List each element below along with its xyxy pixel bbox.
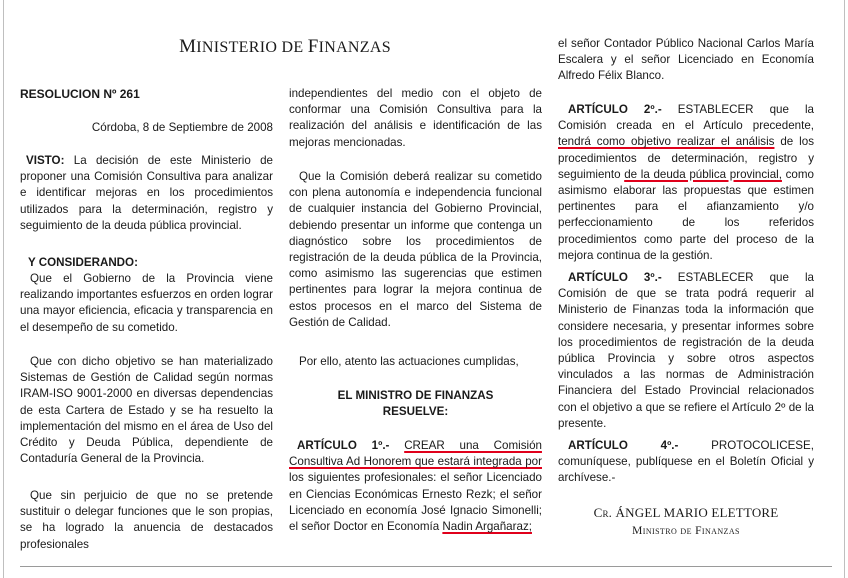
visto-paragraph: [20, 153, 273, 234]
article-4-label: ARTÍCULO 4º.-: [568, 439, 679, 452]
signature-role: Ministro de Finanzas: [632, 525, 740, 537]
article-1-underlined: CREAR una Comisión Consultiva Ad Honorem que estará integrada por: [289, 439, 542, 469]
article-3-text: ESTABLECER que la Comisión de que se trata podrá requerir al Ministerio de Finanzas toda la información que considere necesaria, y presentar informes sobre los procedimientos de registración de la deuda pública Provincia y sobre otros aspectos vinculados a las normas de Administración Financiera del Estado Provincial relacionados con el objetivo a que se refiere el Artículo 2º de la presente.: [558, 271, 814, 430]
left-border: [3, 0, 4, 578]
minister-heading: EL MINISTRO DE FINANZAS: [337, 389, 494, 402]
right-border: [844, 0, 845, 578]
article-2: [558, 102, 814, 264]
paragraph-comision: Que la Comisión deberá realizar su cometido con plena autonomía e independencia funcional de cualquier instancia del Gobierno Provincial, debiendo presentar un informe que contenga un diagnóstico sobre los procedimientos de registración de la deuda pública de la Provincia, como asimismo las sugerencias que estimen pertinentes para lograr la mejora continua de estos procesos en el marco del Sistema de Gestión de Calidad.: [289, 170, 542, 329]
paragraph-iram: Que con dicho objetivo se han materializado Sistemas de Gestión de Calidad según normas IRAM-ISO 9001-2000 en diversas dependencias de esta Cartera de Estado y se ha resuelto la implementación del mismo en el área de Uso del Crédito y Deuda Pública, dependiente de Contaduría General de la Provincia.: [20, 355, 273, 466]
article-2-underlined-1: tendrá como objetivo realizar el análisis: [558, 135, 775, 149]
article-2-underlined-2: de la deuda pública provincial,: [624, 167, 782, 181]
place-date: Córdoba, 8 de Septiembre de 2008: [91, 121, 273, 134]
article-1-text: los siguientes profesionales: el señor Licenciado en Ciencias Económicas Ernesto Rezk; el señor Licenciado en economía José Ignacio Simonelli; el señor Doctor en Economía: [289, 471, 542, 534]
resuelve-heading: RESUELVE:: [382, 405, 449, 418]
article-2-text-a: ESTABLECER que la Comisión creada en el Artículo precedente,: [558, 103, 814, 133]
visto-text: La decisión de este Ministerio de proponer una Comisión Consultiva para analizar e identificar mejoras en los procedimientos utilizados para la determinación, registro y seguimiento de la deuda pública provincial.: [20, 154, 273, 232]
article-3-label: ARTÍCULO 3º.-: [568, 271, 662, 284]
article-2-text-c: como asimismo elaborar las propuestas que estimen pertinentes para el afianzamiento y/o perfeccionamiento de los referidos procedimientos como parte del proceso de la mejora continua de la gestión.: [558, 167, 814, 262]
article-1: [289, 438, 542, 535]
page-title: MINISTERIO DE FINANZAS: [179, 36, 391, 57]
paragraph-escalera: el señor Contador Público Nacional Carlos María Escalera y el señor Licenciado en Economía Alfredo Félix Blanco.: [558, 37, 814, 83]
article-4: [558, 438, 814, 487]
article-3: [558, 270, 814, 432]
resolution-number: RESOLUCION Nº 261: [20, 87, 140, 101]
article-1-label: ARTÍCULO 1º.-: [297, 439, 390, 452]
bottom-rule: [20, 566, 832, 567]
visto-label: VISTO:: [26, 154, 65, 167]
article-1-underlined-name: Nadin Argañaraz;: [442, 520, 532, 534]
considerando-label: Y CONSIDERANDO:: [28, 256, 138, 269]
article-2-label: ARTÍCULO 2º.-: [568, 103, 662, 116]
paragraph-anuencia: Que sin perjuicio de que no se pretende sustituir o delegar funciones que le son propias, se ha logrado la anuencia de destacados profesionales: [20, 489, 273, 551]
paragraph-por-ello: Por ello, atento las actuaciones cumplidas,: [299, 355, 519, 368]
article-2-text-b: de los procedimientos de determinación, registro y seguimiento: [558, 135, 814, 181]
paragraph-independientes: independientes del medio con el objeto de conformar una Comisión Consultiva para la realización del análisis e identificación de las mejoras mencionadas.: [289, 87, 542, 149]
article-4-text: PROTOCOLICESE, comuníquese, publíquese en el Boletín Oficial y archívese.-: [558, 439, 814, 485]
considerando-paragraph: Que el Gobierno de la Provincia viene realizando importantes esfuerzos en orden lograr una mayor eficiencia, eficacia y transparencia en el desempeño de su cometido.: [20, 272, 273, 334]
signature-name: Cr. ÁNGEL MARIO ELETTORE: [593, 505, 779, 520]
